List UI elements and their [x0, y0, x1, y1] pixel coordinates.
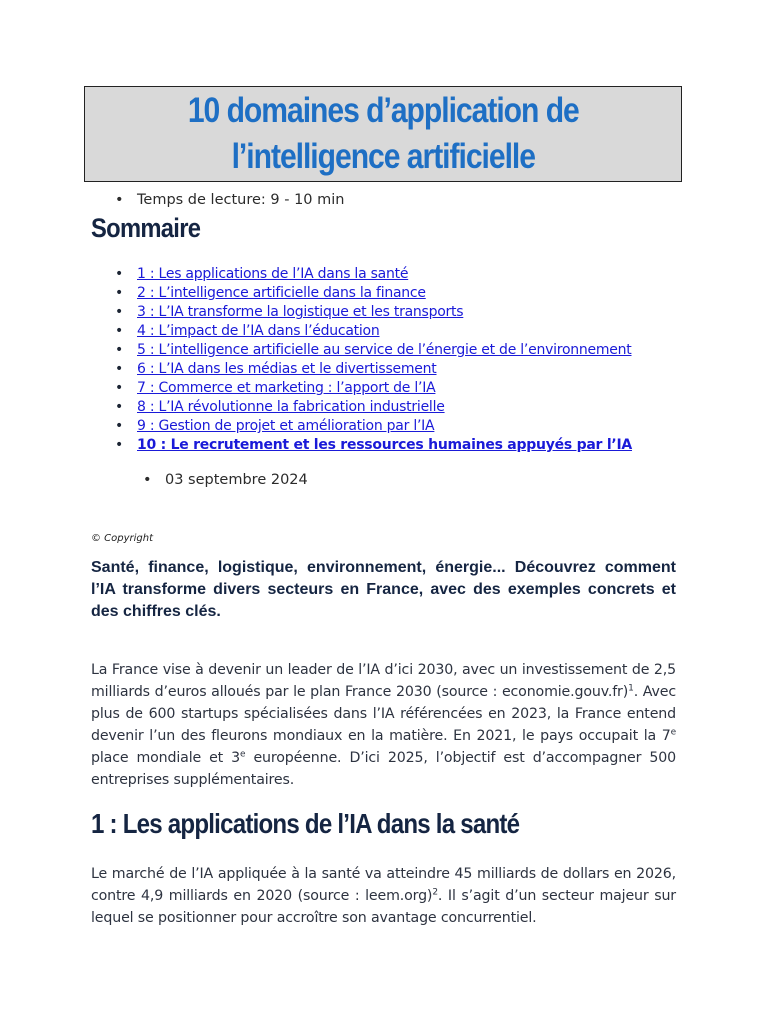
toc-item	[115, 284, 632, 303]
body-paragraph-1	[91, 659, 676, 791]
title-box	[84, 86, 682, 182]
toc-link-7[interactable]: 7 : Commerce et marketing : l’apport de l’IA	[137, 380, 436, 396]
text-segment: . Il s’agit d’un secteur majeur sur lequel se positionner pour accroître son avantage concurrentiel.	[91, 888, 676, 926]
bullet-icon: •	[115, 418, 124, 434]
toc-item	[115, 265, 632, 284]
page-title-line-1: 10 domaines d’application de	[187, 91, 579, 130]
publish-date	[143, 472, 308, 488]
text-segment: place mondiale et 3	[91, 750, 241, 766]
ordinal-suffix: e	[670, 727, 676, 738]
toc-item	[115, 303, 632, 322]
toc-link-6[interactable]: 6 : L’IA dans les médias et le divertissement	[137, 361, 437, 377]
section-1-paragraph	[91, 863, 676, 929]
bullet-icon: •	[115, 399, 124, 415]
toc-item	[115, 379, 632, 398]
bullet-icon: •	[115, 380, 124, 396]
section-1-heading: 1 : Les applications de l’IA dans la santé	[91, 808, 520, 839]
toc-link-4[interactable]: 4 : L’impact de l’IA dans l’éducation	[137, 323, 380, 339]
toc-link-3[interactable]: 3 : L’IA transforme la logistique et les transports	[137, 304, 464, 320]
bullet-icon: •	[115, 342, 124, 358]
toc-item	[115, 322, 632, 341]
copyright-notice: © Copyright	[91, 533, 154, 544]
bullet-icon: •	[143, 472, 152, 488]
toc-item	[115, 417, 632, 436]
table-of-contents	[115, 265, 632, 455]
text-segment: . Avec plus de 600 startups spécialisées dans l’IA référencées en 2023, la France entend devenir l’un des fleurons mondiaux en la matière. En 2021, le pays occupait la 7	[91, 684, 677, 744]
text-segment: La France vise à devenir un leader de l’IA d’ici 2030, avec un investissement de 2,5 milliards d’euros alloués par le plan France 2030 (source : economie.gouv.fr)	[91, 662, 676, 700]
footnote-ref: 2	[432, 887, 438, 898]
page-title	[188, 88, 579, 180]
toc-item	[115, 360, 632, 379]
footnote-ref: 1	[628, 683, 634, 694]
bullet-icon: •	[115, 361, 124, 377]
publish-date-text: 03 septembre 2024	[165, 472, 308, 488]
intro-paragraph: Santé, finance, logistique, environnement, énergie... Découvrez comment l’IA transforme divers secteurs en France, avec des exemples concrets et des chiffres clés.	[91, 559, 676, 620]
reading-time-text: Temps de lecture: 9 - 10 min	[137, 192, 345, 208]
toc-link-5[interactable]: 5 : L’intelligence artificielle au service de l’énergie et de l’environnement	[137, 342, 632, 358]
toc-link-9[interactable]: 9 : Gestion de projet et amélioration par l’IA	[137, 418, 435, 434]
bullet-icon: •	[115, 304, 124, 320]
toc-item	[115, 398, 632, 417]
reading-time	[115, 192, 344, 208]
bullet-icon: •	[115, 285, 124, 301]
ordinal-suffix: e	[240, 749, 246, 760]
page-title-line-2: l’intelligence artificielle	[231, 137, 535, 176]
bullet-icon: •	[115, 266, 124, 282]
toc-link-1[interactable]: 1 : Les applications de l’IA dans la santé	[137, 266, 409, 282]
sommaire-heading: Sommaire	[91, 213, 201, 243]
text-segment: Le marché de l’IA appliquée à la santé va atteindre 45 milliards de dollars en 2026, contre 4,9 milliards en 2020 (source : leem.org)	[91, 866, 676, 904]
toc-item	[115, 436, 632, 455]
toc-link-2[interactable]: 2 : L’intelligence artificielle dans la finance	[137, 285, 426, 301]
text-segment: européenne. D’ici 2025, l’objectif est d’accompagner 500 entreprises supplémentaires.	[91, 750, 676, 788]
bullet-icon: •	[115, 437, 124, 453]
toc-item	[115, 341, 632, 360]
toc-link-8[interactable]: 8 : L’IA révolutionne la fabrication industrielle	[137, 399, 445, 415]
bullet-icon: •	[115, 192, 124, 208]
bullet-icon: •	[115, 323, 124, 339]
toc-link-10[interactable]: 10 : Le recrutement et les ressources humaines appuyés par l’IA	[137, 437, 632, 453]
